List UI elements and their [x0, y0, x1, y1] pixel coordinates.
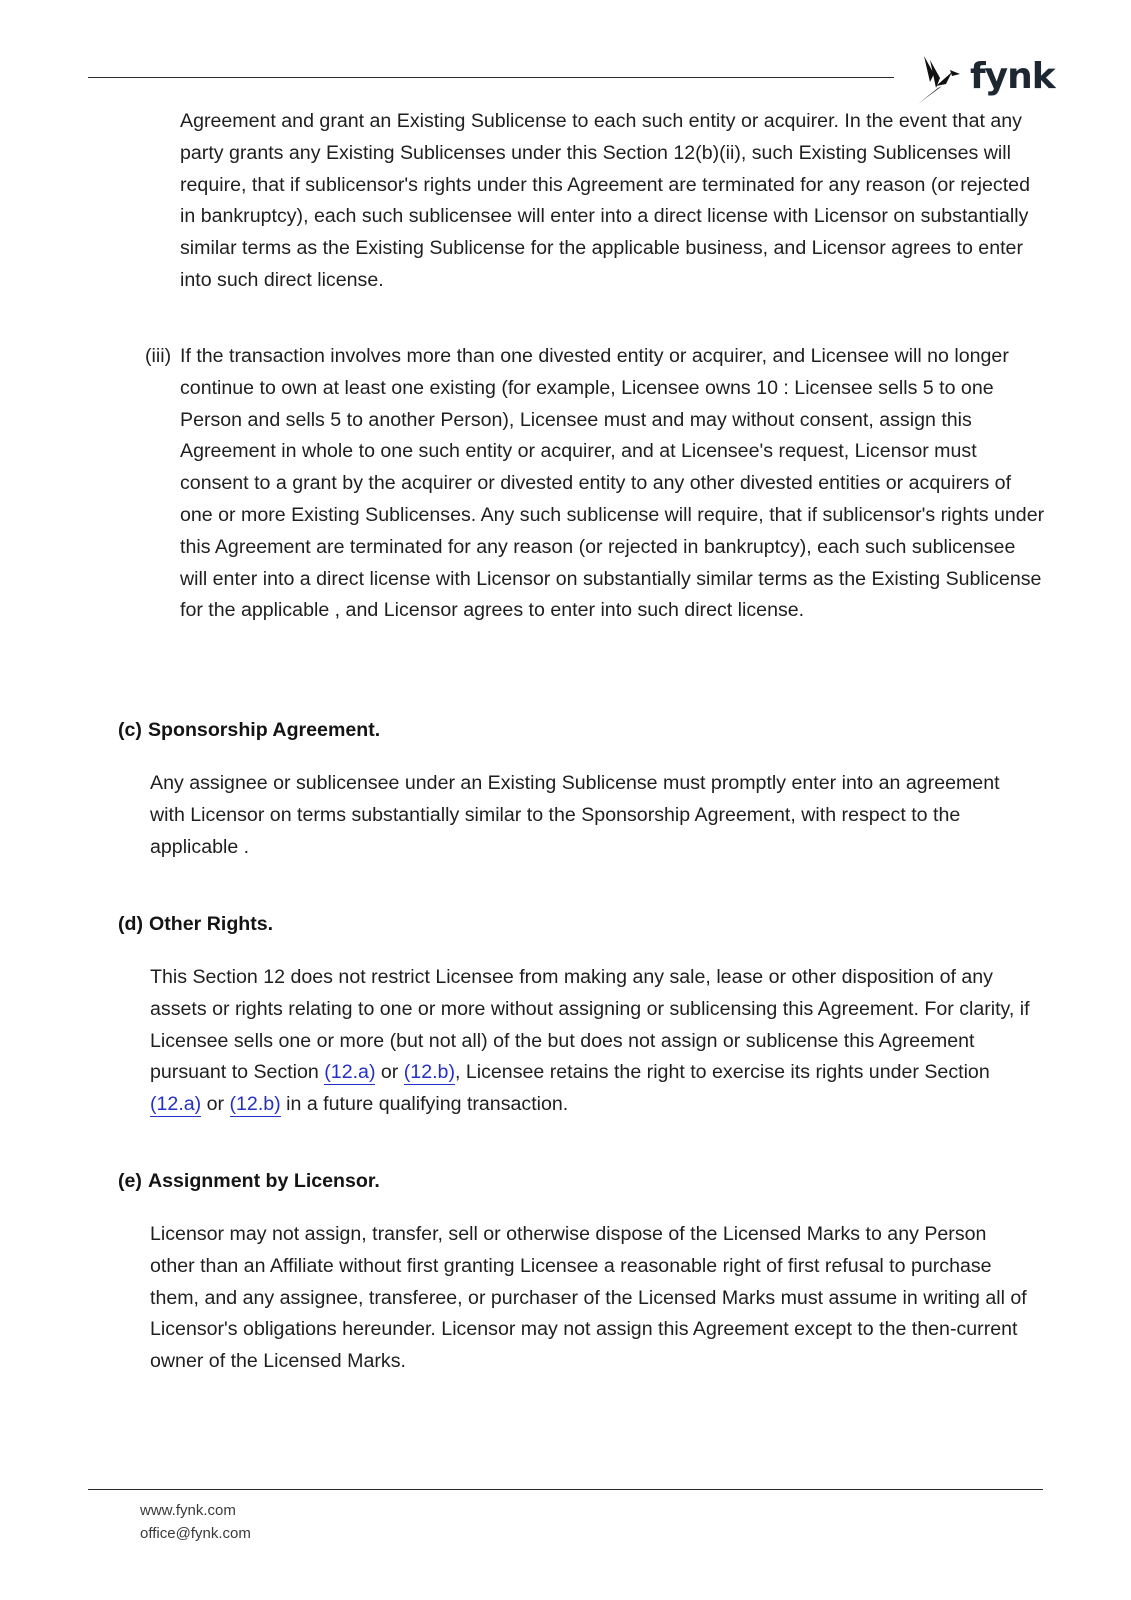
section-title: Assignment by Licensor. — [147, 1170, 380, 1192]
section-title: Other Rights. — [149, 913, 274, 935]
section-heading-d — [118, 913, 273, 936]
body-text: or — [375, 1061, 404, 1084]
bird-logo-icon — [916, 52, 964, 106]
footer-divider — [88, 1489, 1043, 1490]
body-text: This Section 12 does not restrict Licensee from making any sale, lease or other disposition of any assets or rights relating to one or more without assigning or sublicensing this Agreement. For clarity, if Licensee sells one or more (but not all) of the but does not assign or sublicense this Agreement pursuant to Section — [150, 966, 1030, 1084]
list-item-text: If the transaction involves more than one divested entity or acquirer, and Licensee will no longer continue to own at least one existing (for example, Licensee owns 10 : Licensee sells 5 to one Person and sells 5 to another Person), Licensee must and may without consent, assign this Agreement in whole to one such entity or acquirer, and at Licensee's request, Licensor must consent to a grant by the acquirer or divested entity to any other divested entities or acquirers of one or more Existing Sublicenses. Any such sublicense will require, that if sublicensor's rights under this Agreement are terminated for any reason (or rejected in bankruptcy), each such sublicensee will enter into a direct license with Licensor on substantially similar terms as the Existing Sublicense for the applicable , and Licensor agrees to enter into such direct license. — [180, 345, 1045, 622]
section-label: (d) — [118, 913, 144, 935]
list-item-iii — [145, 341, 1045, 627]
list-marker: (iii) — [145, 345, 172, 367]
section-label: (c) — [118, 719, 142, 741]
header-divider — [88, 77, 894, 78]
footer-website: www.fynk.com — [140, 1502, 236, 1519]
section-body-d — [150, 962, 1030, 1121]
body-text: , Licensee retains the right to exercise its rights under Section — [454, 1061, 990, 1084]
section-link-12a[interactable]: (12.a) — [150, 1093, 202, 1116]
continuation-paragraph: Agreement and grant an Existing Sublicense to each such entity or acquirer. In the event that any party grants any Existing Sublicenses under this Section 12(b)(ii), such Existing Sublicenses will require, that if sublicensor's rights under this Agreement are terminated for any reason (or rejected in bankruptcy), each such sublicensee will enter into a direct license with Licensor on substantially similar terms as the Existing Sublicense for the applicable business, and Licensor agrees to enter into such direct license. — [180, 110, 1030, 291]
footer-email: office@fynk.com — [140, 1525, 251, 1542]
section-label: (e) — [118, 1170, 142, 1192]
logo-wordmark: fynk — [970, 55, 1055, 97]
section-heading-c — [118, 719, 380, 742]
section-link-12a[interactable]: (12.a) — [324, 1061, 376, 1084]
section-heading-e — [118, 1170, 380, 1193]
section-body-e: Licensor may not assign, transfer, sell or otherwise dispose of the Licensed Marks to any Person other than an Affiliate without first granting Licensee a reasonable right of first refusal to purchase them, and any assignee, transferee, or purchaser of the Licensed Marks must assume in writing all of Licensor's obligations hereunder. Licensor may not assign this Agreement except to the then-current owner of the Licensed Marks. — [150, 1223, 1027, 1373]
section-body-c: Any assignee or sublicensee under an Existing Sublicense must promptly enter into an agreement with Licensor on terms substantially similar to the Sponsorship Agreement, with respect to the applicable . — [150, 772, 1000, 858]
section-link-12b[interactable]: (12.b) — [403, 1061, 455, 1084]
body-text: or — [201, 1093, 230, 1116]
fynk-logo — [916, 52, 1055, 106]
section-title: Sponsorship Agreement. — [147, 719, 381, 741]
section-link-12b[interactable]: (12.b) — [229, 1093, 281, 1116]
body-text: in a future qualifying transaction. — [280, 1093, 569, 1116]
